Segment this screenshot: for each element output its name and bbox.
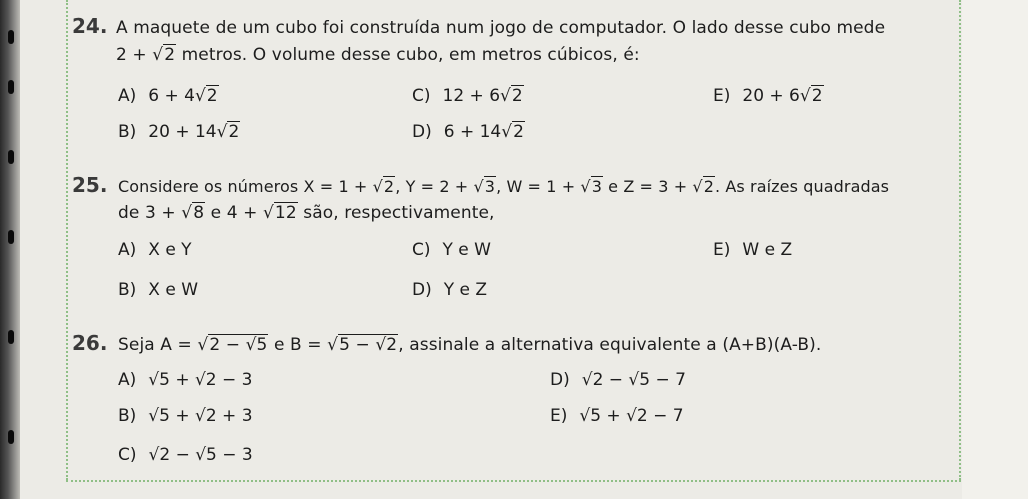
binding-hole (8, 80, 14, 94)
binding-hole (8, 230, 14, 244)
question-25-line1: Considere os números X = 1 + √2, Y = 2 + √3, W = 1 + √3 e Z = 3 + √2. As raízes quadradas (118, 177, 890, 196)
q24-option-b: B) 20 + 14√2 (118, 122, 240, 142)
q24-option-e: E) 20 + 6√2 (713, 86, 823, 106)
question-25-line2: de 3 + √8 e 4 + √12 são, respectivamente, (118, 203, 495, 223)
question-25-number: 25. (72, 173, 108, 197)
q24-option-a: A) 6 + 4√2 (118, 86, 218, 106)
bottom-dotted-line (66, 480, 961, 482)
book-binding (0, 0, 20, 499)
q26-option-b: B) √5 + √2 + 3 (118, 406, 253, 426)
question-26-number: 26. (72, 331, 108, 355)
q25-option-d: D) Y e Z (412, 280, 488, 300)
q26-option-c: C) √2 − √5 − 3 (118, 445, 253, 465)
question-24-line1: A maquete de um cubo foi construída num jogo de computador. O lado desse cubo mede (116, 18, 886, 38)
binding-hole (8, 150, 14, 164)
question-26-line1: Seja A = √2 − √5 e B = √5 − √2, assinale a alternativa equivalente a (A+B)(A-B). (118, 335, 822, 355)
q26-option-a: A) √5 + √2 − 3 (118, 370, 253, 390)
binding-hole (8, 30, 14, 44)
margin-dotted-line (959, 0, 961, 480)
q25-option-a: A) X e Y (118, 240, 192, 260)
q25-option-b: B) X e W (118, 280, 199, 300)
margin-dotted-line (66, 0, 68, 480)
binding-hole (8, 330, 14, 344)
question-24-line2: 2 + √2 metros. O volume desse cubo, em metros cúbicos, é: (116, 45, 640, 65)
q25-option-e: E) W e Z (713, 240, 793, 260)
q24-option-d: D) 6 + 14√2 (412, 122, 524, 142)
next-page-edge (962, 0, 1028, 499)
q26-option-d: D) √2 − √5 − 7 (550, 370, 686, 390)
q24-option-c: C) 12 + 6√2 (412, 86, 523, 106)
q25-option-c: C) Y e W (412, 240, 491, 260)
q26-option-e: E) √5 + √2 − 7 (550, 406, 684, 426)
question-24-number: 24. (72, 14, 108, 38)
binding-hole (8, 430, 14, 444)
